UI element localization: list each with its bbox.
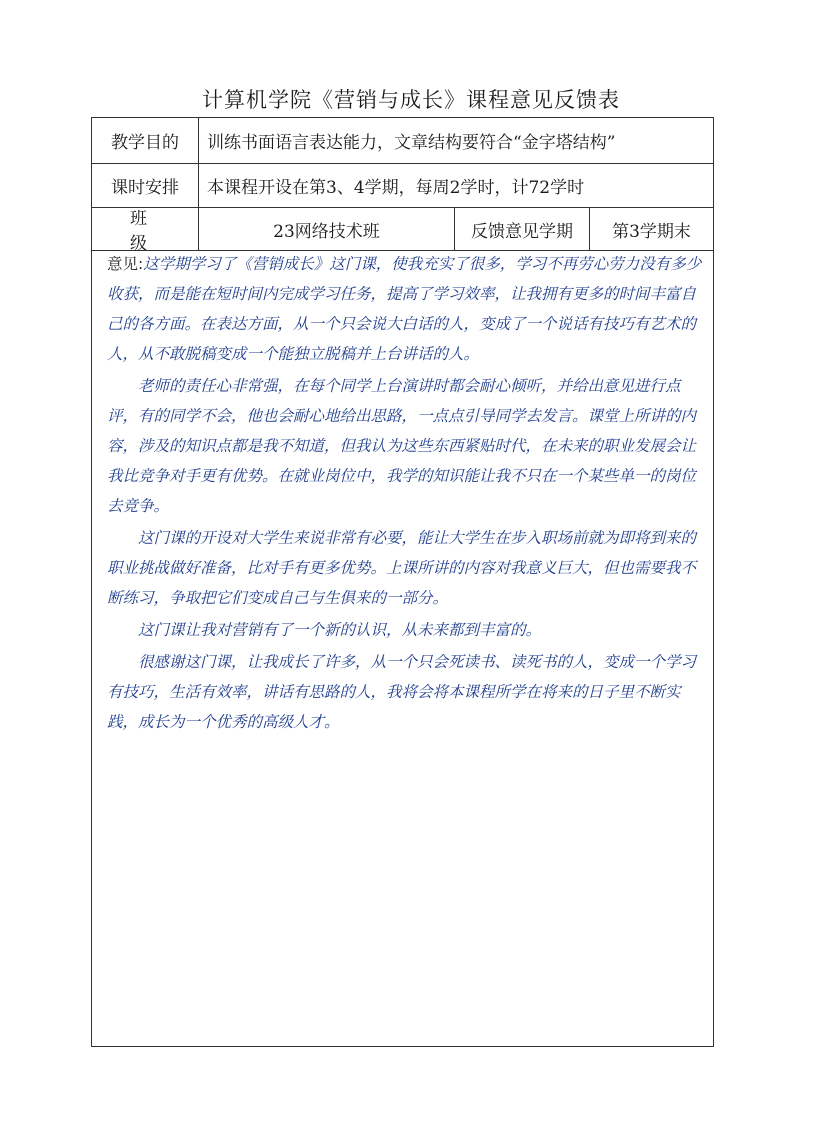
row-teaching-purpose — [92, 118, 713, 164]
row-schedule — [92, 164, 713, 208]
value-teaching-purpose: 训练书面语言表达能力，文章结构要符合“金字塔结构” — [207, 133, 616, 153]
handwritten-opinion — [107, 249, 711, 739]
label-teaching-purpose: 教学目的 — [92, 118, 199, 163]
opinion-label: 意见: — [107, 255, 144, 273]
opinion-paragraph-4: 这门课让我对营销有了一个新的认识，从未来都到丰富的。 — [138, 621, 542, 639]
label-schedule: 课时安排 — [92, 164, 199, 207]
value-class: 23网络技术班 — [199, 208, 455, 250]
value-feedback-term: 第3学期末 — [612, 221, 691, 242]
row-class — [92, 208, 713, 254]
value-schedule: 本课程开设在第3、4学期，每周2学时，计72学时 — [207, 178, 585, 198]
opinion-paragraph-2: 老师的责任心非常强，在每个同学上台演讲时都会耐心倾听，并给出意见进行点评，有的同学不会，他也会耐心地给出思路，一点点引导同学去发言。课堂上所讲的内容，涉及的知识点都是我不知道，但我认为这些东西紧贴时代，在未来的职业发展会让我比竞争对手更有优势。在就业岗位中，我学的知识能让我不只在一个某些单一的岗位去竞争。 — [107, 377, 697, 515]
label-feedback-term: 反馈意见学期 — [455, 208, 590, 250]
label-class: 班级 — [92, 208, 199, 250]
opinion-paragraph-5: 很感谢这门课，让我成长了许多，从一个只会死读书、读死书的人，变成一个学习有技巧，生活有效率，讲话有思路的人，我将会将本课程所学在将来的日子里不断实践，成长为一个优秀的高级人才。 — [107, 653, 697, 731]
opinion-paragraph-1: 这学期学习了《营销成长》这门课，使我充实了很多，学习不再劳心劳力没有多少收获，而是能在短时间内完成学习任务，提高了学习效率，让我拥有更多的时间丰富自己的各方面。在表达方面，从一个只会说大白话的人，变成了一个说话有技巧有艺术的人，从不敢脱稿变成一个能独立脱稿并上台讲话的人。 — [107, 255, 702, 363]
form-title: 计算机学院《营销与成长》课程意见反馈表 — [202, 88, 620, 112]
opinion-paragraph-3: 这门课的开设对大学生来说非常有必要，能让大学生在步入职场前就为即将到来的职业挑战做好准备，比对手有更多优势。上课所讲的内容对我意义巨大，但也需要我不断练习，争取把它们变成自己与生俱来的一部分。 — [107, 529, 697, 607]
